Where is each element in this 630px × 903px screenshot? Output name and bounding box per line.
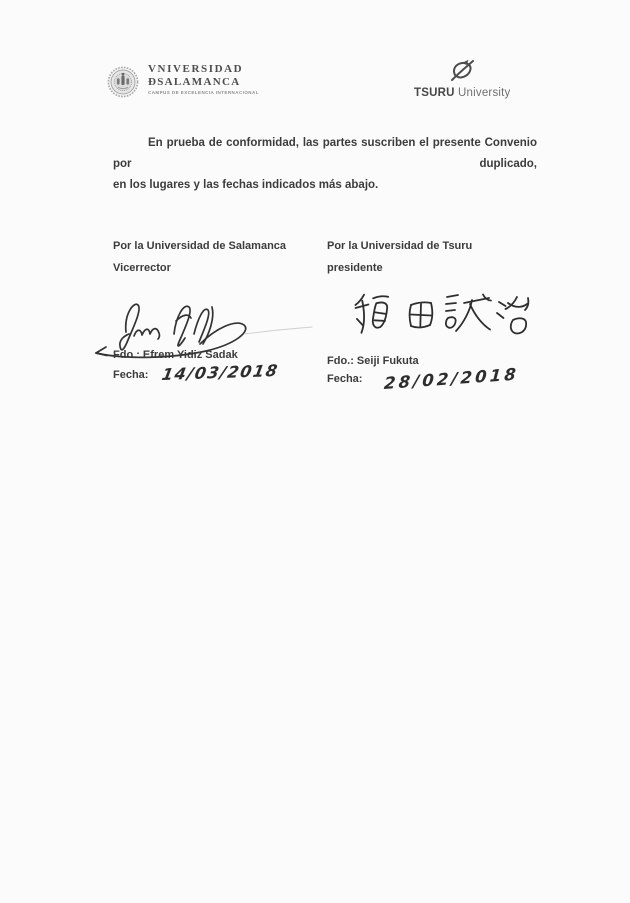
paragraph-line-1: En prueba de conformidad, las partes suscriben el presente Convenio por duplicado, (113, 137, 537, 170)
agreement-paragraph (113, 133, 537, 196)
paragraph-line-2: en los lugares y las fechas indicados más abajo. (113, 179, 379, 191)
salamanca-wordmark-line2: ĐSALAMANCA (148, 76, 241, 88)
salamanca-tagline: CAMPUS DE EXCELENCIA INTERNACIONAL (148, 90, 259, 95)
tsuru-wordmark (414, 87, 510, 99)
left-date-label: Fecha: (113, 369, 149, 381)
left-handwritten-date: 14/03/2018 (160, 360, 281, 384)
left-role-label: Vicerrector (113, 262, 171, 274)
right-role-label: presidente (327, 262, 383, 274)
salamanca-logo (107, 64, 259, 98)
right-signer-label: Fdo.: Seiji Fukuta (327, 355, 419, 367)
salamanca-wordmark-line1: VNIVERSIDAD (148, 63, 244, 75)
tsuru-wordmark-bold: TSURU (414, 87, 455, 99)
right-date-row (327, 364, 521, 393)
left-date-row (113, 360, 281, 384)
right-date-label: Fecha: (327, 373, 363, 385)
origami-crane-icon (449, 59, 475, 82)
right-party-label: Por la Universidad de Tsuru (327, 240, 473, 252)
tsuru-logo (414, 59, 510, 99)
left-party-label: Por la Universidad de Salamanca (113, 240, 287, 252)
left-signer-label: Fdo.: Efrem Yidiz Sadak (113, 349, 238, 361)
right-handwritten-signature (350, 288, 535, 344)
right-handwritten-date: 28/02/2018 (383, 364, 521, 393)
tsuru-wordmark-light: University (458, 87, 511, 99)
university-seal-icon (107, 66, 139, 98)
